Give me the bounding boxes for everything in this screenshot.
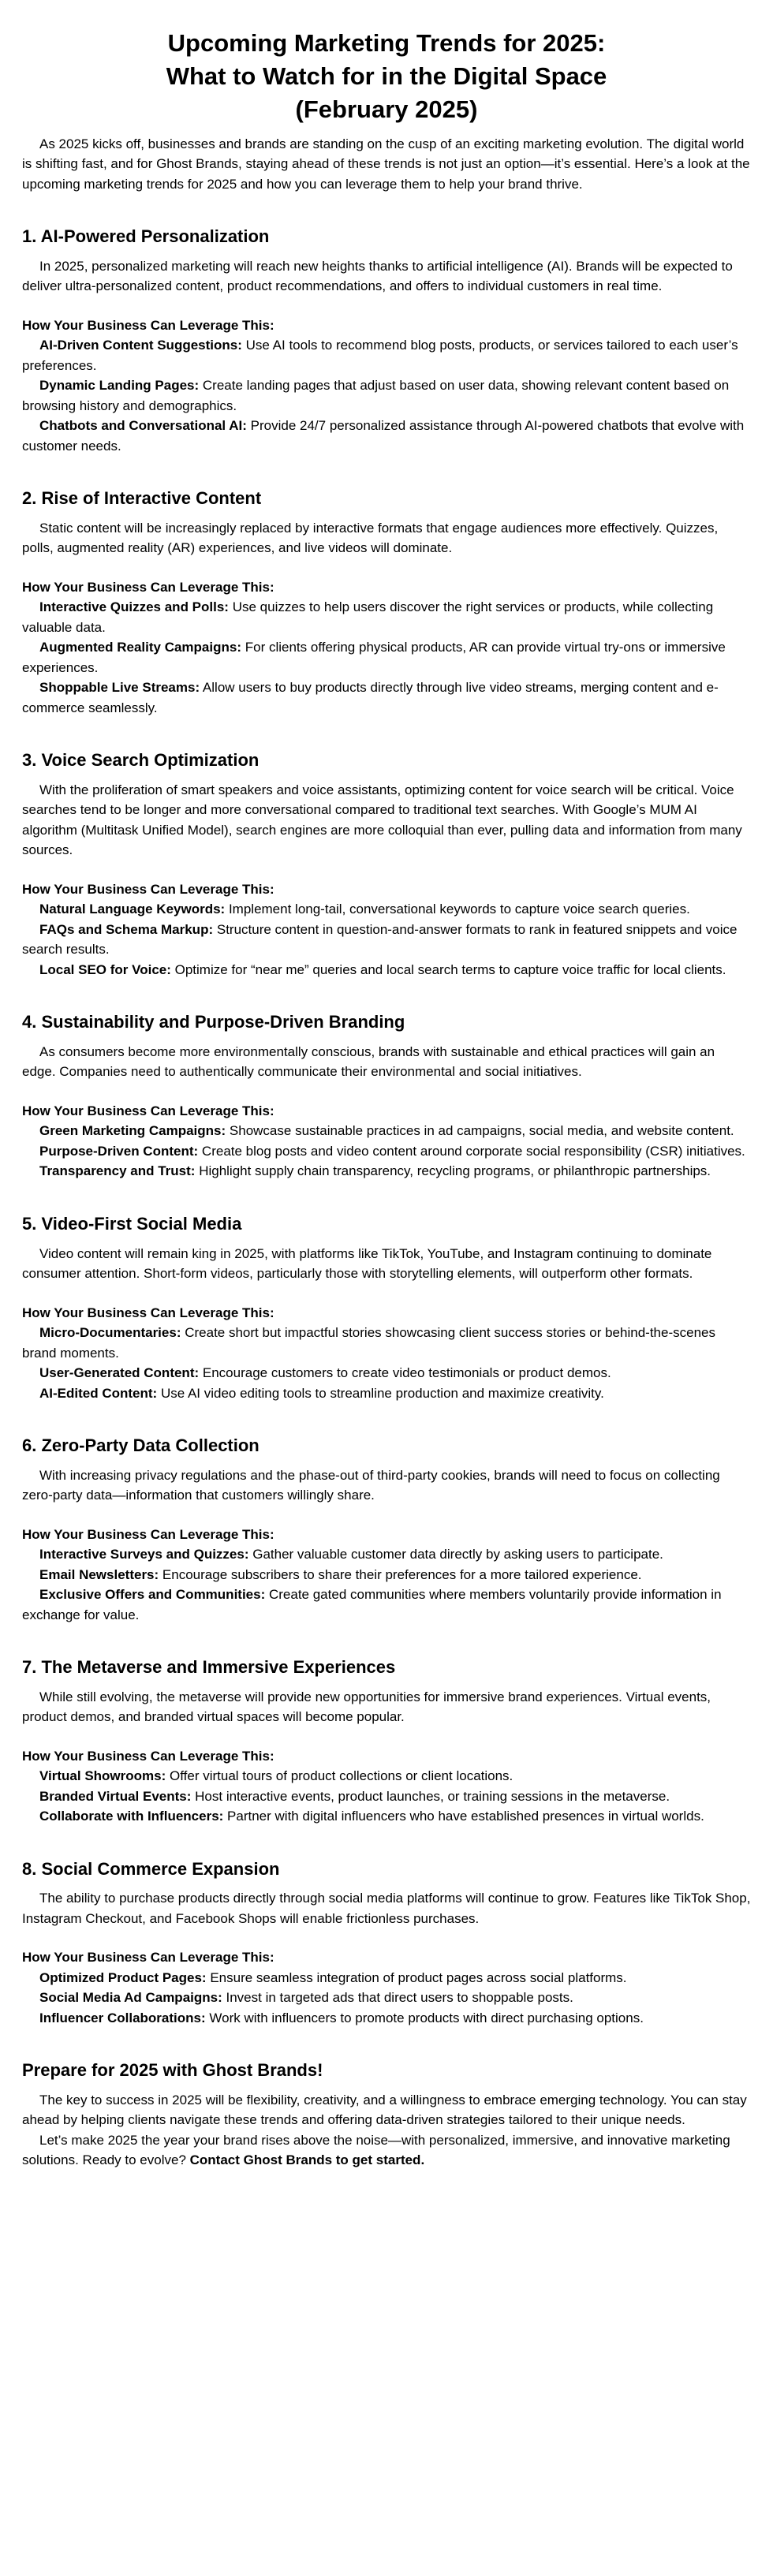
item-text: Use AI video editing tools to streamline production and maximize creativity. [160, 1385, 604, 1401]
trend-section [22, 226, 751, 456]
item-text: Gather valuable customer data directly by asking users to participate. [252, 1547, 663, 1562]
leverage-item [22, 416, 751, 456]
item-label: Email Newsletters: [39, 1566, 159, 1582]
closing-paragraph-1: The key to success in 2025 will be flexibility, creativity, and a willingness to embrace emerging technology. You can stay ahead by helping clients navigate these trends and offering data-driven strategies tailored to their unique needs. [22, 2092, 747, 2128]
section-heading: 4. Sustainability and Purpose-Driven Branding [22, 1012, 405, 1032]
section-paragraph: As consumers become more environmentally conscious, brands with sustainable and ethical practices will gain an edge. Companies need to authentically communicate their environmental and social initiatives. [22, 1043, 715, 1080]
section-paragraph: Static content will be increasingly replaced by interactive formats that engage audiences more effectively. Quizzes, polls, augmented reality (AR) experiences, and live videos will dominate. [22, 520, 719, 556]
item-text: Partner with digital influencers who have established presences in virtual worlds. [227, 1809, 704, 1824]
item-label: Purpose-Driven Content: [39, 1143, 199, 1159]
leverage-item [22, 597, 751, 637]
leverage-item [22, 1363, 751, 1383]
item-label: Influencer Collaborations: [39, 2010, 206, 2025]
leverage-items [22, 1121, 751, 1182]
item-text: Provide 24/7 personalized assistance through AI-powered chatbots that evolve with customer needs. [22, 418, 745, 454]
closing-section [22, 2059, 751, 2171]
item-label: Virtual Showrooms: [39, 1768, 166, 1784]
closing-text: Let’s make 2025 the year your brand rises above the noise—with personalized, immersive, and innovative marketing solutions. Ready to evolve? [22, 2132, 730, 2168]
leverage-item [22, 1141, 751, 1162]
section-paragraph: The ability to purchase products directly through social media platforms will continue to grow. Features like TikTok Shop, Instagram Checkout, and Facebook Shops will enable frictionless purchases. [22, 1891, 751, 1926]
leverage-items [22, 1766, 751, 1827]
leverage-item [22, 2008, 751, 2029]
leverage-items [22, 1323, 751, 1403]
item-text: Highlight supply chain transparency, recycling programs, or philanthropic partnerships. [199, 1163, 711, 1179]
leverage-item [22, 335, 751, 375]
item-label: Optimized Product Pages: [39, 1969, 207, 1985]
item-label: Dynamic Landing Pages: [39, 378, 200, 394]
trend-section [22, 749, 751, 980]
section-heading: 8. Social Commerce Expansion [22, 1858, 280, 1879]
item-text: Offer virtual tours of product collections or client locations. [170, 1768, 513, 1784]
item-text: Structure content in question-and-answer formats to rank in featured snippets and voice search results. [22, 921, 738, 958]
item-label: Interactive Surveys and Quizzes: [39, 1547, 249, 1562]
contact-cta-link[interactable]: Contact Ghost Brands to get started. [189, 2152, 425, 2168]
leverage-item [22, 960, 751, 980]
item-text: Work with influencers to promote products with direct purchasing options. [209, 2010, 644, 2025]
item-label: Chatbots and Conversational AI: [39, 418, 247, 434]
item-label: Green Marketing Campaigns: [39, 1123, 226, 1139]
item-text: For clients offering physical products, AR can provide virtual try-ons or immersive experiences. [22, 640, 726, 675]
trend-section [22, 487, 751, 718]
item-label: Social Media Ad Campaigns: [39, 1990, 222, 2006]
section-heading: 7. The Metaverse and Immersive Experiences [22, 1657, 396, 1678]
item-label: FAQs and Schema Markup: [39, 921, 214, 937]
section-paragraph: With increasing privacy regulations and the phase-out of third-party cookies, brands will need to focus on collecting zero-party data—information that customers willingly share. [22, 1467, 720, 1503]
item-label: Exclusive Offers and Communities: [39, 1587, 266, 1603]
leverage-item [22, 899, 751, 920]
leverage-heading: How Your Business Can Leverage This: [22, 1950, 274, 1966]
closing-heading: Prepare for 2025 with Ghost Brands! [22, 2060, 323, 2081]
item-label: Local SEO for Voice: [39, 961, 171, 977]
item-text: Create gated communities where members voluntarily provide information in exchange for value. [22, 1587, 722, 1622]
item-text: Ensure seamless integration of product pages across social platforms. [210, 1969, 627, 1985]
leverage-item [22, 920, 751, 960]
leverage-item [22, 678, 751, 718]
section-paragraph: Video content will remain king in 2025, with platforms like TikTok, YouTube, and Instagram continuing to dominate consumer attention. Short-form videos, particularly those with storytelling elements, will outperform other formats. [22, 1245, 712, 1281]
item-label: AI-Driven Content Suggestions: [39, 338, 242, 353]
item-label: Collaborate with Influencers: [39, 1809, 224, 1824]
item-text: Implement long-tail, conversational keywords to capture voice search queries. [228, 902, 690, 917]
item-label: AI-Edited Content: [39, 1385, 158, 1401]
leverage-items [22, 899, 751, 980]
leverage-item [22, 637, 751, 678]
item-text: Create landing pages that adjust based on user data, showing relevant content based on browsing history and demographics. [22, 378, 730, 413]
leverage-heading: How Your Business Can Leverage This: [22, 1103, 274, 1118]
item-label: Augmented Reality Campaigns: [39, 640, 241, 655]
item-text: Allow users to buy products directly through live video streams, merging content and e-commerce seamlessly. [22, 680, 719, 715]
leverage-heading: How Your Business Can Leverage This: [22, 317, 274, 333]
item-text: Use quizzes to help users discover the right services or products, while collecting valuable data. [22, 599, 714, 635]
section-paragraph: In 2025, personalized marketing will reach new heights thanks to artificial intelligence (AI). Brands will be expected to deliver ultra-personalized content, product recommendations, and offers to individual customers in real time. [22, 258, 733, 294]
section-heading: 5. Video-First Social Media [22, 1213, 242, 1234]
leverage-items [22, 597, 751, 718]
leverage-item [22, 1161, 751, 1182]
intro-paragraph: As 2025 kicks off, businesses and brands are standing on the cusp of an exciting marketing evolution. The digital world is shifting fast, and for Ghost Brands, staying ahead of these trends is not just an option—it’s essential. Here’s a look at the upcoming marketing trends for 2025 and how you can leverage them to help your brand thrive. [22, 136, 750, 192]
item-text: Optimize for “near me” queries and local search terms to capture voice traffic for local clients. [174, 961, 726, 977]
section-heading: 3. Voice Search Optimization [22, 750, 260, 771]
item-text: Encourage customers to create video testimonials or product demos. [202, 1365, 611, 1380]
closing-paragraph-2 [22, 2130, 751, 2171]
trend-section [22, 1858, 751, 2029]
leverage-item [22, 1968, 751, 1988]
item-text: Host interactive events, product launches, or training sessions in the metaverse. [195, 1788, 670, 1804]
leverage-item [22, 1585, 751, 1625]
item-label: Interactive Quizzes and Polls: [39, 599, 229, 615]
leverage-heading: How Your Business Can Leverage This: [22, 1748, 274, 1764]
section-heading: 2. Rise of Interactive Content [22, 488, 262, 509]
page-title-line: Upcoming Marketing Trends for 2025: [167, 29, 606, 57]
leverage-item [22, 1323, 751, 1363]
section-heading: 1. AI-Powered Personalization [22, 226, 270, 247]
page-title-line: (February 2025) [295, 95, 478, 123]
leverage-heading: How Your Business Can Leverage This: [22, 1526, 274, 1542]
item-label: Transparency and Trust: [39, 1163, 196, 1179]
item-label: Branded Virtual Events: [39, 1788, 192, 1804]
leverage-item [22, 1988, 751, 2008]
item-text: Create short but impactful stories showcasing client success stories or behind-the-scenes brand moments. [22, 1325, 715, 1361]
leverage-heading: How Your Business Can Leverage This: [22, 1305, 274, 1320]
section-heading: 6. Zero-Party Data Collection [22, 1435, 260, 1455]
trend-sections [22, 226, 751, 2028]
leverage-item [22, 1766, 751, 1786]
leverage-items [22, 335, 751, 456]
leverage-item [22, 1383, 751, 1404]
item-text: Encourage subscribers to share their preferences for a more tailored experience. [162, 1566, 642, 1582]
leverage-heading: How Your Business Can Leverage This: [22, 881, 274, 897]
item-label: Natural Language Keywords: [39, 902, 226, 917]
leverage-heading: How Your Business Can Leverage This: [22, 579, 274, 595]
trend-section [22, 1656, 751, 1827]
item-text: Use AI tools to recommend blog posts, products, or services tailored to each user’s preferences. [22, 338, 738, 373]
trend-section [22, 1213, 751, 1403]
leverage-item [22, 1565, 751, 1585]
section-paragraph: With the proliferation of smart speakers and voice assistants, optimizing content for voice search will be critical. Voice searches tend to be longer and more conversational compared to traditional text searches. With Google’s MUM AI algorithm (Multitask Unified Model), search engines are more colloquial than ever, pulling data and information from many sources. [22, 782, 742, 858]
item-text: Create blog posts and video content around corporate social responsibility (CSR) initiatives. [201, 1143, 745, 1159]
item-text: Showcase sustainable practices in ad campaigns, social media, and website content. [229, 1123, 734, 1139]
leverage-item [22, 375, 751, 416]
page-title-line: What to Watch for in the Digital Space [166, 62, 607, 90]
item-label: Shoppable Live Streams: [39, 680, 200, 696]
trend-section [22, 1435, 751, 1625]
leverage-items [22, 1544, 751, 1625]
page-title [22, 27, 751, 126]
leverage-items [22, 1968, 751, 2029]
leverage-item [22, 1786, 751, 1807]
trend-section [22, 1011, 751, 1182]
item-text: Invest in targeted ads that direct users to shoppable posts. [226, 1990, 573, 2006]
leverage-item [22, 1806, 751, 1827]
section-paragraph: While still evolving, the metaverse will provide new opportunities for immersive brand experiences. Virtual events, product demos, and branded virtual spaces will become popular. [22, 1689, 711, 1725]
item-label: User-Generated Content: [39, 1365, 200, 1380]
leverage-item [22, 1121, 751, 1141]
item-label: Micro-Documentaries: [39, 1325, 181, 1340]
leverage-item [22, 1544, 751, 1565]
